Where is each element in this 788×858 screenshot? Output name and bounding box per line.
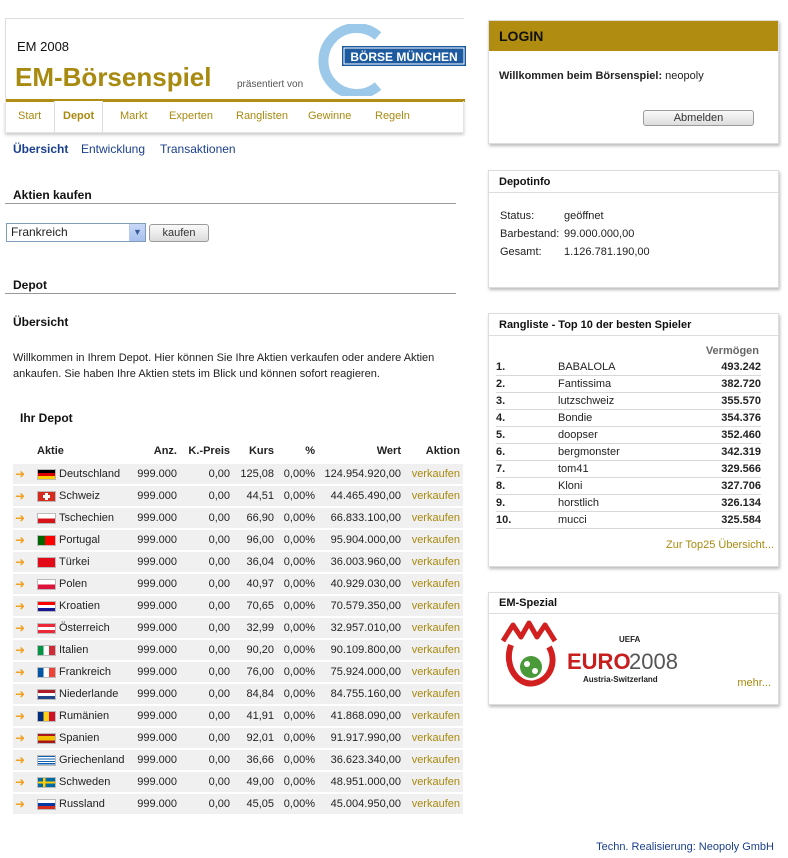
country-select-value: Frankreich <box>11 225 68 239</box>
chevron-down-icon[interactable]: ▼ <box>129 224 145 241</box>
value: 41.868.090,00 <box>330 710 401 722</box>
percent-change: 0,00% <box>283 468 315 480</box>
quantity: 999.000 <box>137 534 177 546</box>
flag-nl-icon <box>37 689 56 700</box>
table-row <box>13 772 463 792</box>
player-value: 354.376 <box>721 412 761 424</box>
sell-link[interactable]: verkaufen <box>411 776 460 788</box>
price: 44,51 <box>246 490 274 502</box>
arrow-right-icon[interactable]: ➜ <box>15 731 26 745</box>
ranking-row <box>496 410 761 427</box>
player-name[interactable]: horstlich <box>558 497 599 509</box>
quantity: 999.000 <box>137 512 177 524</box>
sell-link[interactable]: verkaufen <box>411 534 460 546</box>
quantity: 999.000 <box>137 578 177 590</box>
stock-name[interactable]: Kroatien <box>59 600 100 612</box>
stock-name[interactable]: Portugal <box>59 534 100 546</box>
ranking-title: Rangliste - Top 10 der besten Spieler <box>499 319 692 331</box>
value: 36.003.960,00 <box>330 556 401 568</box>
stock-name[interactable]: Schweiz <box>59 490 100 502</box>
nav-item-gewinne[interactable]: Gewinne <box>308 110 352 122</box>
rank: 6. <box>496 446 506 458</box>
boerse-muenchen-logo[interactable] <box>310 24 466 96</box>
buy-price: 0,00 <box>208 622 230 634</box>
percent-change: 0,00% <box>283 688 315 700</box>
value: 48.951.000,00 <box>330 776 401 788</box>
sell-link[interactable]: verkaufen <box>411 688 460 700</box>
ranking-row <box>496 444 761 461</box>
total-value: 1.126.781.190,00 <box>564 246 650 258</box>
ranking-col-header: Vermögen <box>705 345 759 357</box>
price: 96,00 <box>246 534 274 546</box>
divider <box>489 613 778 614</box>
table-row <box>13 508 463 528</box>
buy-price: 0,00 <box>208 490 230 502</box>
buy-price: 0,00 <box>208 754 230 766</box>
nav-item-regeln[interactable]: Regeln <box>375 110 410 122</box>
sell-link[interactable]: verkaufen <box>411 666 460 678</box>
flag-ro-icon <box>37 711 56 722</box>
table-row <box>13 574 463 594</box>
player-value: 329.566 <box>721 463 761 475</box>
arrow-right-icon[interactable]: ➜ <box>15 467 26 481</box>
buy-price: 0,00 <box>208 798 230 810</box>
quantity: 999.000 <box>137 556 177 568</box>
rank: 9. <box>496 497 506 509</box>
flag-at-icon <box>37 623 56 634</box>
divider <box>5 203 456 204</box>
table-header <box>13 445 463 463</box>
stock-name[interactable]: Niederlande <box>59 688 119 700</box>
ranking-row <box>496 495 761 512</box>
arrow-right-icon[interactable]: ➜ <box>15 599 26 613</box>
buy-price: 0,00 <box>208 556 230 568</box>
ranking-row <box>496 359 761 376</box>
sell-link[interactable]: verkaufen <box>411 754 460 766</box>
col-aktion: Aktion <box>425 445 460 457</box>
value: 45.004.950,00 <box>330 798 401 810</box>
player-name[interactable]: Fantissima <box>558 378 612 390</box>
quantity: 999.000 <box>137 666 177 678</box>
sell-link[interactable]: verkaufen <box>411 578 460 590</box>
flag-de-icon <box>37 469 56 480</box>
value: 36.623.340,00 <box>330 754 401 766</box>
price: 36,66 <box>246 754 274 766</box>
subnav-uebersicht[interactable]: Übersicht <box>13 142 69 156</box>
logo-uefa: UEFA <box>619 635 641 644</box>
price: 92,01 <box>246 732 274 744</box>
quantity: 999.000 <box>137 732 177 744</box>
total-label: Gesamt: <box>500 246 542 258</box>
nav-item-depot[interactable]: Depot <box>54 101 103 132</box>
nav-item-markt[interactable]: Markt <box>120 110 148 122</box>
player-value: 382.720 <box>721 378 761 390</box>
login-title: LOGIN <box>489 21 778 51</box>
percent-change: 0,00% <box>283 754 315 766</box>
arrow-right-icon[interactable]: ➜ <box>15 489 26 503</box>
logo-text: BÖRSE MÜNCHEN <box>350 50 458 64</box>
buy-section-title: Aktien kaufen <box>13 188 92 202</box>
quantity: 999.000 <box>137 798 177 810</box>
col-aktie: Aktie <box>37 445 64 457</box>
buy-price: 0,00 <box>208 732 230 744</box>
arrow-right-icon[interactable]: ➜ <box>15 753 26 767</box>
buy-price: 0,00 <box>208 710 230 722</box>
presented-by-label: präsentiert von <box>237 79 304 90</box>
arrow-right-icon[interactable]: ➜ <box>15 533 26 547</box>
percent-change: 0,00% <box>283 512 315 524</box>
price: 70,65 <box>246 600 274 612</box>
cash-value: 99.000.000,00 <box>564 228 635 240</box>
table-row <box>13 706 463 726</box>
buy-button[interactable]: kaufen <box>149 224 209 242</box>
buy-price: 0,00 <box>208 534 230 546</box>
rank: 4. <box>496 412 506 424</box>
stock-name[interactable]: Griechenland <box>59 754 125 766</box>
nav-item-ranglisten[interactable]: Ranglisten <box>236 110 288 122</box>
percent-change: 0,00% <box>283 490 315 502</box>
price: 41,91 <box>246 710 274 722</box>
arrow-right-icon[interactable]: ➜ <box>15 665 26 679</box>
rank: 1. <box>496 361 506 373</box>
player-value: 325.584 <box>721 514 761 526</box>
arrow-right-icon[interactable]: ➜ <box>15 577 26 591</box>
ranking-box <box>488 313 779 567</box>
flag-fr-icon <box>37 667 56 678</box>
percent-change: 0,00% <box>283 556 315 568</box>
table-row <box>13 750 463 770</box>
arrow-right-icon[interactable]: ➜ <box>15 775 26 789</box>
event-label: EM 2008 <box>17 39 70 54</box>
price: 66,90 <box>246 512 274 524</box>
depotinfo-title: Depotinfo <box>499 176 551 188</box>
table-row <box>13 640 463 660</box>
stock-name[interactable]: Deutschland <box>59 468 121 480</box>
sell-link[interactable]: verkaufen <box>411 798 460 810</box>
ranking-row <box>496 461 761 478</box>
status-value: geöffnet <box>564 210 604 222</box>
col-kurs: Kurs <box>248 445 274 457</box>
buy-price: 0,00 <box>208 644 230 656</box>
logo-host: Austria-Switzerland <box>583 675 658 684</box>
nav-item-experten[interactable]: Experten <box>169 110 214 122</box>
buy-price: 0,00 <box>208 776 230 788</box>
percent-change: 0,00% <box>283 622 315 634</box>
intro-line: Willkommen in Ihrem Depot. Hier können Sie Ihre Aktien verkaufen oder andere Aktien <box>13 352 435 364</box>
table-row <box>13 596 463 616</box>
flag-hr-icon <box>37 601 56 612</box>
flag-ru-icon <box>37 799 56 810</box>
quantity: 999.000 <box>137 600 177 612</box>
buy-price: 0,00 <box>208 468 230 480</box>
site-title[interactable]: EM-Börsenspiel <box>15 62 212 92</box>
player-value: 342.319 <box>721 446 761 458</box>
status-label: Status: <box>500 210 535 222</box>
buy-price: 0,00 <box>208 512 230 524</box>
table-row <box>13 794 463 814</box>
sell-link[interactable]: verkaufen <box>411 512 460 524</box>
flag-es-icon <box>37 733 56 744</box>
price: 90,20 <box>246 644 274 656</box>
sell-link[interactable]: verkaufen <box>411 644 460 656</box>
player-value: 352.460 <box>721 429 761 441</box>
my-depot-title: Ihr Depot <box>20 411 73 425</box>
logo-euro: EURO <box>567 649 631 674</box>
stock-name[interactable]: Schweden <box>59 776 111 788</box>
ranking-row <box>496 393 761 410</box>
flag-tr-icon <box>37 557 56 568</box>
buy-price: 0,00 <box>208 578 230 590</box>
sell-link[interactable]: verkaufen <box>411 468 460 480</box>
percent-change: 0,00% <box>283 732 315 744</box>
rank: 7. <box>496 463 506 475</box>
col-wert: Wert <box>376 445 401 457</box>
country-select[interactable] <box>6 223 146 242</box>
divider <box>489 192 778 193</box>
stock-name[interactable]: Spanien <box>59 732 100 744</box>
rank: 8. <box>496 480 506 492</box>
percent-change: 0,00% <box>283 644 315 656</box>
value: 84.755.160,00 <box>330 688 401 700</box>
player-name[interactable]: BABALOLA <box>558 361 616 373</box>
logout-button[interactable]: Abmelden <box>643 110 754 126</box>
percent-change: 0,00% <box>283 798 315 810</box>
player-value: 326.134 <box>721 497 761 509</box>
price: 36,04 <box>246 556 274 568</box>
rank: 10. <box>496 514 512 526</box>
value: 95.904.000,00 <box>330 534 401 546</box>
stock-name[interactable]: Rumänien <box>59 710 110 722</box>
price: 125,08 <box>240 468 274 480</box>
main-nav <box>5 101 464 133</box>
table-row <box>13 464 463 484</box>
player-name[interactable]: tom41 <box>558 463 589 475</box>
percent-change: 0,00% <box>283 534 315 546</box>
price: 76,00 <box>246 666 274 678</box>
value: 91.917.990,00 <box>330 732 401 744</box>
player-name[interactable]: lutzschweiz <box>558 395 615 407</box>
player-value: 355.570 <box>721 395 761 407</box>
stock-name[interactable]: Italien <box>59 644 89 656</box>
sell-link[interactable]: verkaufen <box>411 556 460 568</box>
flag-cz-icon <box>37 513 56 524</box>
sell-link[interactable]: verkaufen <box>411 732 460 744</box>
quantity: 999.000 <box>137 754 177 766</box>
value: 44.465.490,00 <box>330 490 401 502</box>
stock-name[interactable]: Russland <box>59 798 105 810</box>
em-spezial-box <box>488 592 779 705</box>
stock-name[interactable]: Österreich <box>59 622 110 634</box>
flag-gr-icon <box>37 755 56 766</box>
table-row <box>13 552 463 572</box>
stock-name[interactable]: Frankreich <box>59 666 111 678</box>
player-value: 327.706 <box>721 480 761 492</box>
player-name[interactable]: bergmonster <box>558 446 620 458</box>
depot-section-title: Depot <box>13 278 47 292</box>
player-name[interactable]: mucci <box>558 514 587 526</box>
arrow-right-icon[interactable]: ➜ <box>15 621 26 635</box>
rank: 5. <box>496 429 506 441</box>
login-box <box>488 20 779 144</box>
quantity: 999.000 <box>137 622 177 634</box>
price: 32,99 <box>246 622 274 634</box>
stock-name[interactable]: Türkei <box>59 556 90 568</box>
arrow-right-icon[interactable]: ➜ <box>15 511 26 525</box>
welcome-text <box>499 70 704 82</box>
rank: 3. <box>496 395 506 407</box>
arrow-right-icon[interactable]: ➜ <box>15 687 26 701</box>
divider <box>5 293 456 294</box>
percent-change: 0,00% <box>283 600 315 612</box>
arrow-right-icon[interactable]: ➜ <box>15 643 26 657</box>
arrow-right-icon[interactable]: ➜ <box>15 797 26 811</box>
depot-intro-text <box>13 350 443 382</box>
ranking-row <box>496 478 761 495</box>
em-spezial-title: EM-Spezial <box>499 597 558 609</box>
buy-price: 0,00 <box>208 688 230 700</box>
sell-link[interactable]: verkaufen <box>411 710 460 722</box>
ranking-row <box>496 376 761 393</box>
logo-year: 2008 <box>629 649 678 674</box>
top25-link[interactable]: Zur Top25 Übersicht... <box>665 539 774 551</box>
player-name[interactable]: Bondie <box>558 412 593 424</box>
footer-credit[interactable]: Techn. Realisierung: Neopoly GmbH <box>596 841 774 853</box>
buy-price: 0,00 <box>208 666 230 678</box>
quantity: 999.000 <box>137 688 177 700</box>
value: 75.924.000,00 <box>330 666 401 678</box>
stock-name[interactable]: Tschechien <box>59 512 115 524</box>
table-row <box>13 728 463 748</box>
value: 40.929.030,00 <box>330 578 401 590</box>
site-header <box>5 18 464 102</box>
username: neopoly <box>665 70 704 82</box>
table-row <box>13 684 463 704</box>
price: 49,00 <box>246 776 274 788</box>
welcome-label: Willkommen beim Börsenspiel: <box>499 70 663 82</box>
quantity: 999.000 <box>137 776 177 788</box>
sell-link[interactable]: verkaufen <box>411 600 460 612</box>
flag-se-icon <box>37 777 56 788</box>
price: 40,97 <box>246 578 274 590</box>
quantity: 999.000 <box>137 490 177 502</box>
col-anz: Anz. <box>153 445 177 457</box>
value: 32.957.010,00 <box>330 622 401 634</box>
col-pct: % <box>305 445 315 457</box>
stock-name[interactable]: Polen <box>59 578 88 590</box>
table-row <box>13 530 463 550</box>
flag-ch-icon <box>37 491 56 502</box>
value: 70.579.350,00 <box>330 600 401 612</box>
nav-item-start[interactable]: Start <box>18 110 42 122</box>
quantity: 999.000 <box>137 468 177 480</box>
spezial-more-link[interactable]: mehr... <box>737 677 771 689</box>
ranking-row <box>496 427 761 444</box>
quantity: 999.000 <box>137 710 177 722</box>
sell-link[interactable]: verkaufen <box>411 622 460 634</box>
price: 84,84 <box>246 688 274 700</box>
percent-change: 0,00% <box>283 578 315 590</box>
table-row <box>13 486 463 506</box>
table-row <box>13 662 463 682</box>
cash-label: Barbestand: <box>500 228 560 240</box>
price: 45,05 <box>246 798 274 810</box>
divider <box>489 335 778 336</box>
table-row <box>13 618 463 638</box>
arrow-right-icon[interactable]: ➜ <box>15 555 26 569</box>
player-name[interactable]: doopser <box>558 429 598 441</box>
col-kpreis: K.-Preis <box>188 445 230 457</box>
percent-change: 0,00% <box>283 666 315 678</box>
rank: 2. <box>496 378 506 390</box>
value: 124.954.920,00 <box>324 468 401 480</box>
subnav-transaktionen[interactable]: Transaktionen <box>160 142 236 156</box>
quantity: 999.000 <box>137 644 177 656</box>
buy-price: 0,00 <box>208 600 230 612</box>
ranking-row <box>496 512 761 529</box>
value: 90.109.800,00 <box>330 644 401 656</box>
overview-title: Übersicht <box>13 315 69 329</box>
euro2008-logo[interactable] <box>499 617 689 697</box>
player-value: 493.242 <box>721 361 761 373</box>
percent-change: 0,00% <box>283 710 315 722</box>
flag-it-icon <box>37 645 56 656</box>
flag-pt-icon <box>37 535 56 546</box>
player-name[interactable]: Kloni <box>558 480 583 492</box>
value: 66.833.100,00 <box>330 512 401 524</box>
sell-link[interactable]: verkaufen <box>411 490 460 502</box>
flag-pl-icon <box>37 579 56 590</box>
intro-line: ankaufen. Sie haben Ihre Aktien stets im Blick und können sofort reagieren. <box>13 368 380 380</box>
subnav-entwicklung[interactable]: Entwicklung <box>81 142 146 156</box>
arrow-right-icon[interactable]: ➜ <box>15 709 26 723</box>
percent-change: 0,00% <box>283 776 315 788</box>
depotinfo-box <box>488 170 779 288</box>
